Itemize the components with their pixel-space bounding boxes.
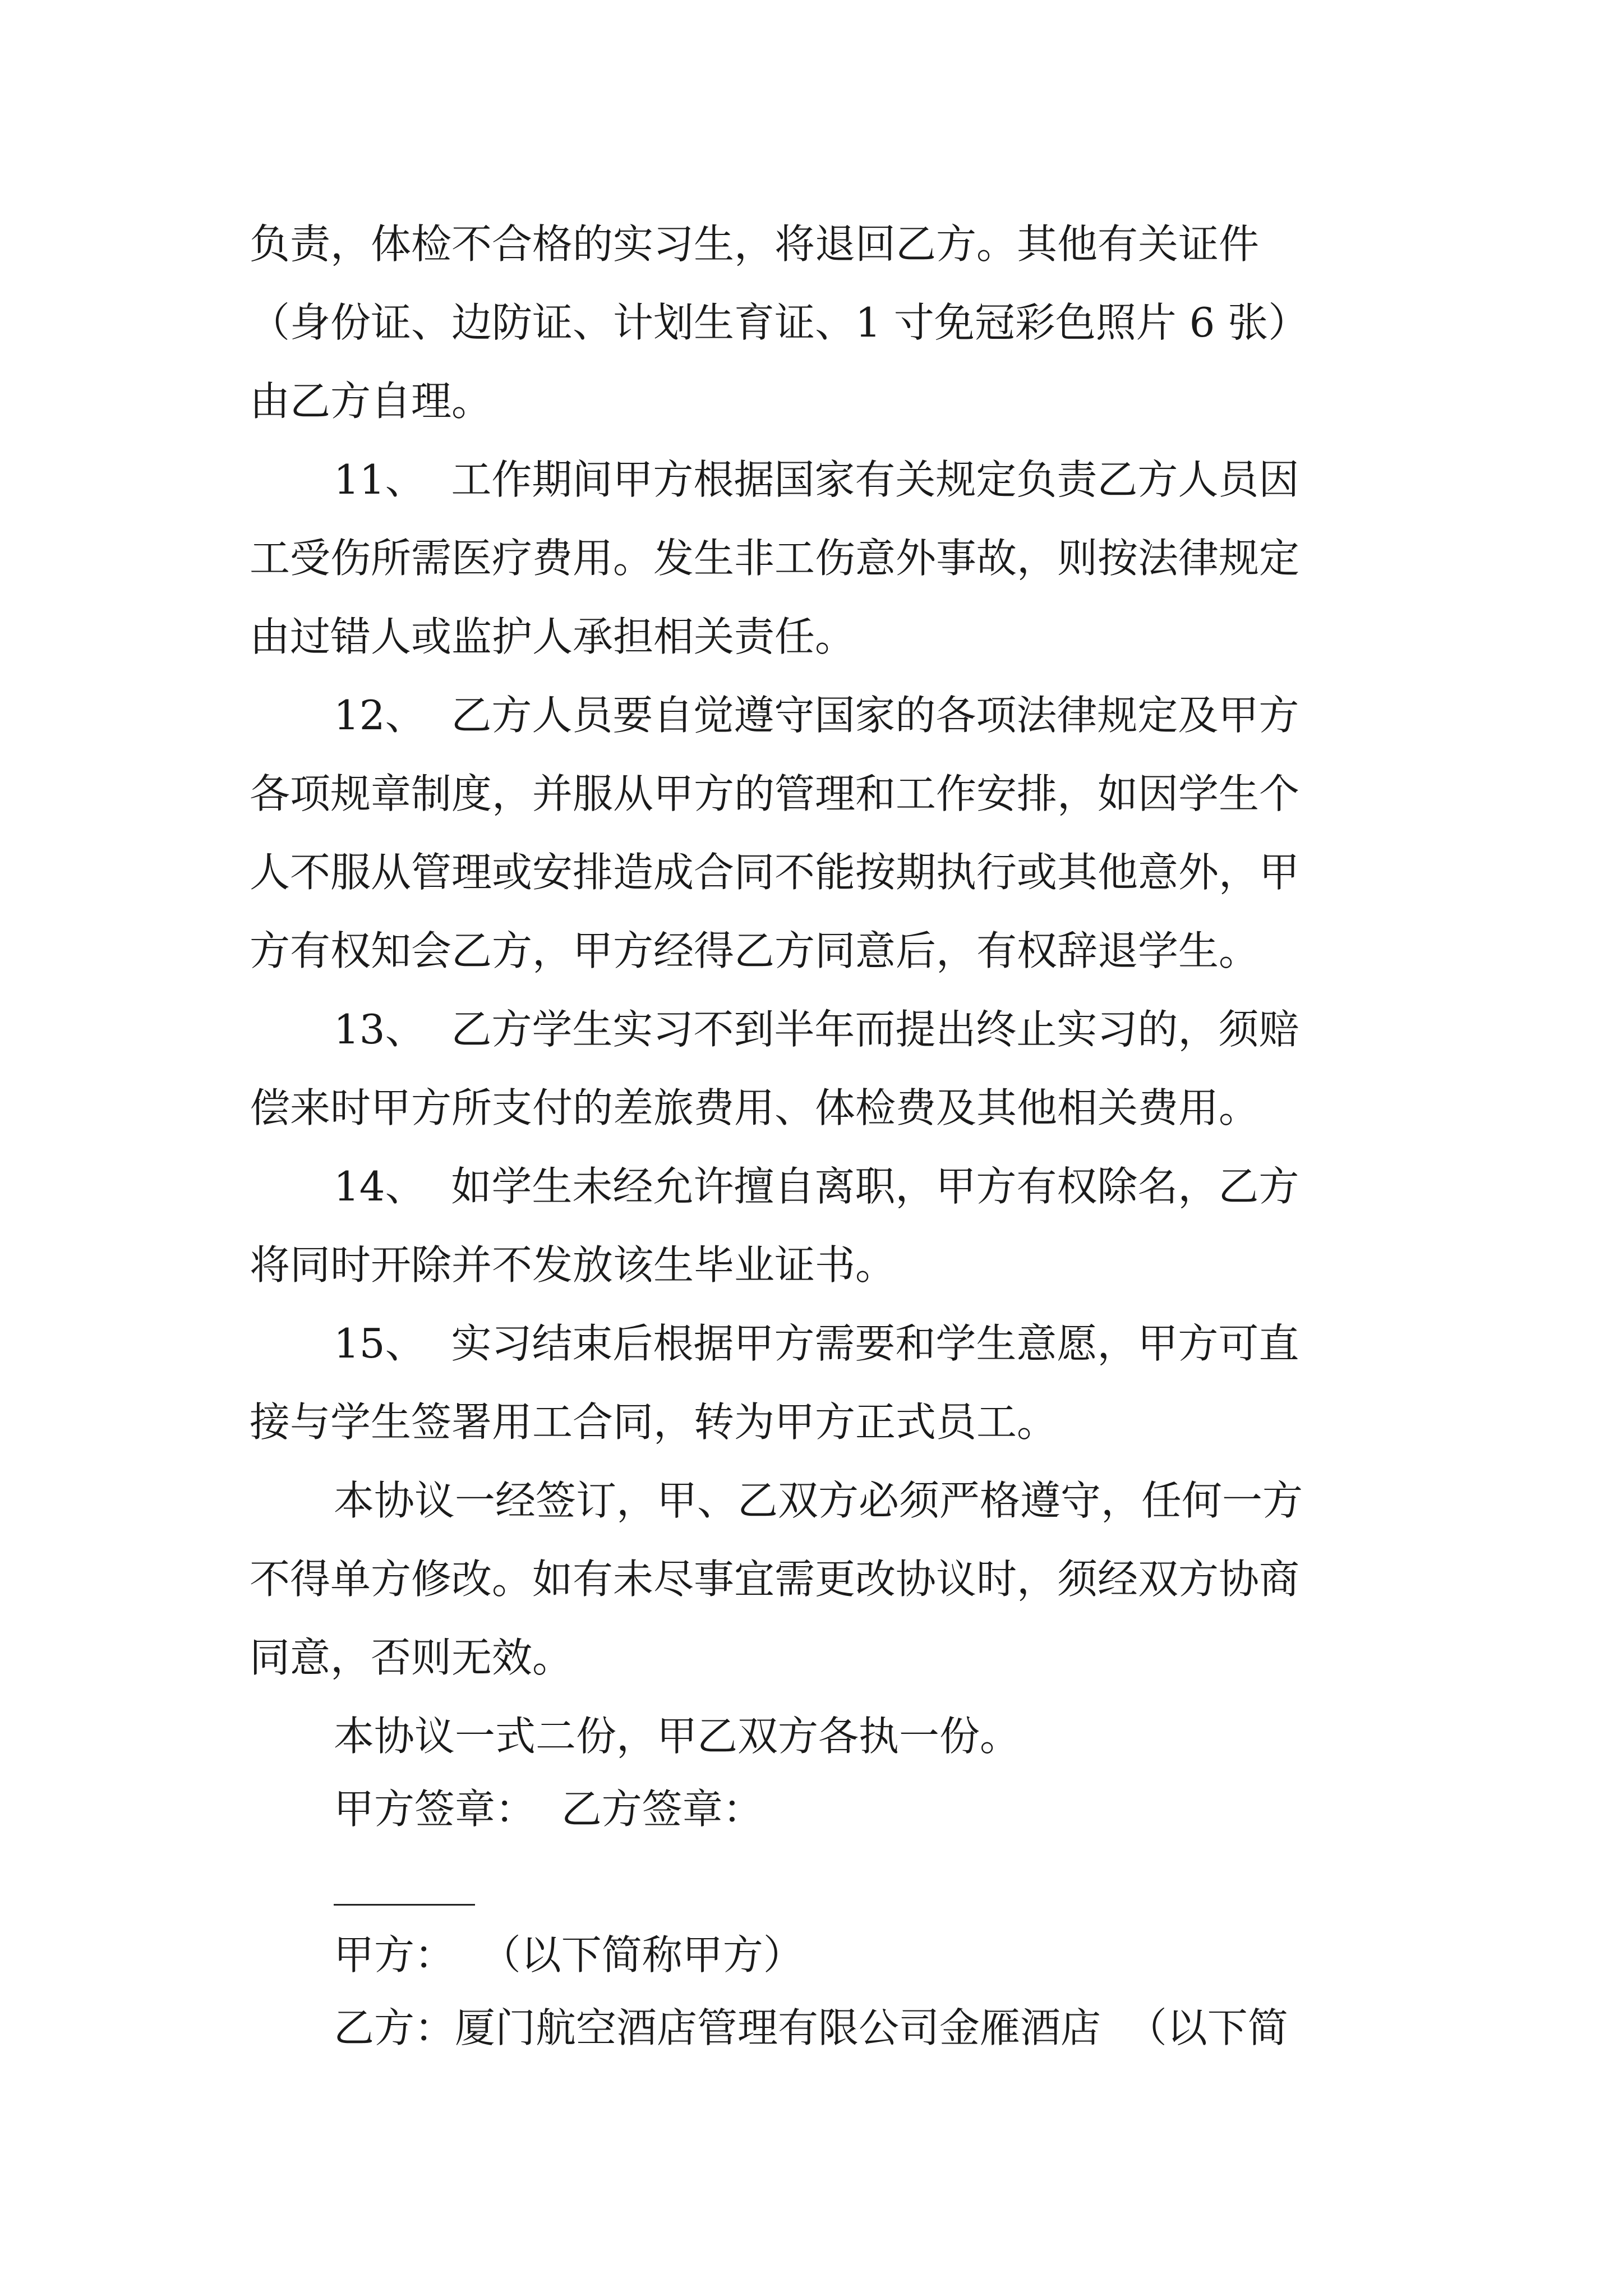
line-text: 14、 如学生未经允许擅自离职，甲方有权除名，乙方	[334, 1163, 1299, 1210]
text-line	[250, 1069, 1623, 1147]
text-line	[250, 597, 1623, 676]
text-line	[250, 205, 1623, 283]
line-text: 偿来时甲方所支付的差旅费用、体检费及其他相关费用。	[250, 1084, 1260, 1131]
text-line	[334, 990, 1623, 1069]
signature-line	[334, 1770, 1623, 1848]
line-text: 各项规章制度，并服从甲方的管理和工作安排，如因学生个	[250, 770, 1300, 817]
text-line	[250, 1226, 1623, 1304]
line-text: 接与学生签署用工合同，转为甲方正式员工。	[250, 1398, 1058, 1446]
line-text: 甲方签章： 乙方签章：	[334, 1786, 763, 1833]
text-line	[334, 1697, 1623, 1775]
text-line	[250, 754, 1623, 833]
text-line	[250, 1618, 1623, 1697]
line-text: 11、 工作期间甲方根据国家有关规定负责乙方人员因	[334, 456, 1299, 503]
text-line	[334, 1304, 1623, 1383]
line-text: 12、 乙方人员要自觉遵守国家的各项法律规定及甲方	[334, 692, 1299, 739]
text-line	[250, 283, 1623, 362]
line-text: 工受伤所需医疗费用。发生非工伤意外事故，则按法律规定	[250, 535, 1300, 582]
line-text: 甲方： （以下简称甲方）	[334, 1931, 804, 1978]
line-text: 由过错人或监护人承担相关责任。	[250, 613, 856, 660]
text-line	[250, 362, 1623, 440]
text-line	[250, 833, 1623, 912]
underline-blank	[334, 1843, 1623, 1921]
text-line	[334, 676, 1623, 754]
line-text: 由乙方自理。	[250, 378, 492, 425]
text-line	[250, 519, 1623, 597]
text-line	[250, 1540, 1623, 1618]
line-text: 方有权知会乙方，甲方经得乙方同意后，有权辞退学生。	[250, 927, 1260, 974]
line-text: 不得单方修改。如有未尽事宜需更改协议时，须经双方协商	[250, 1556, 1300, 1603]
party-a-line	[334, 1916, 1623, 1994]
text-line	[334, 1461, 1623, 1540]
party-b-line	[334, 1989, 1623, 2067]
line-text: 本协议一经签订，甲、乙双方必须严格遵守，任何一方	[334, 1477, 1303, 1524]
line-text: 同意，否则无效。	[250, 1634, 573, 1681]
text-line	[334, 1147, 1623, 1226]
text-line	[334, 440, 1623, 519]
line-text: （身份证、边防证、计划生育证、1 寸免冠彩色照片 6 张）	[250, 299, 1309, 346]
line-text: 乙方：厦门航空酒店管理有限公司金雁酒店 （以下简	[334, 2004, 1288, 2051]
line-text: 本协议一式二份，甲乙双方各执一份。	[334, 1713, 1021, 1760]
line-text: 负责，体检不合格的实习生，将退回乙方。其他有关证件	[250, 220, 1260, 268]
line-text: 人不服从管理或安排造成合同不能按期执行或其他意外，甲	[250, 849, 1300, 896]
line-text: 15、 实习结束后根据甲方需要和学生意愿，甲方可直	[334, 1320, 1299, 1367]
line-text: 将同时开除并不发放该生毕业证书。	[250, 1241, 896, 1289]
line-text: 13、 乙方学生实习不到半年而提出终止实习的，须赔	[334, 1006, 1299, 1053]
text-line	[250, 1383, 1623, 1461]
text-line	[250, 912, 1623, 990]
line-text: _______	[334, 1858, 475, 1906]
